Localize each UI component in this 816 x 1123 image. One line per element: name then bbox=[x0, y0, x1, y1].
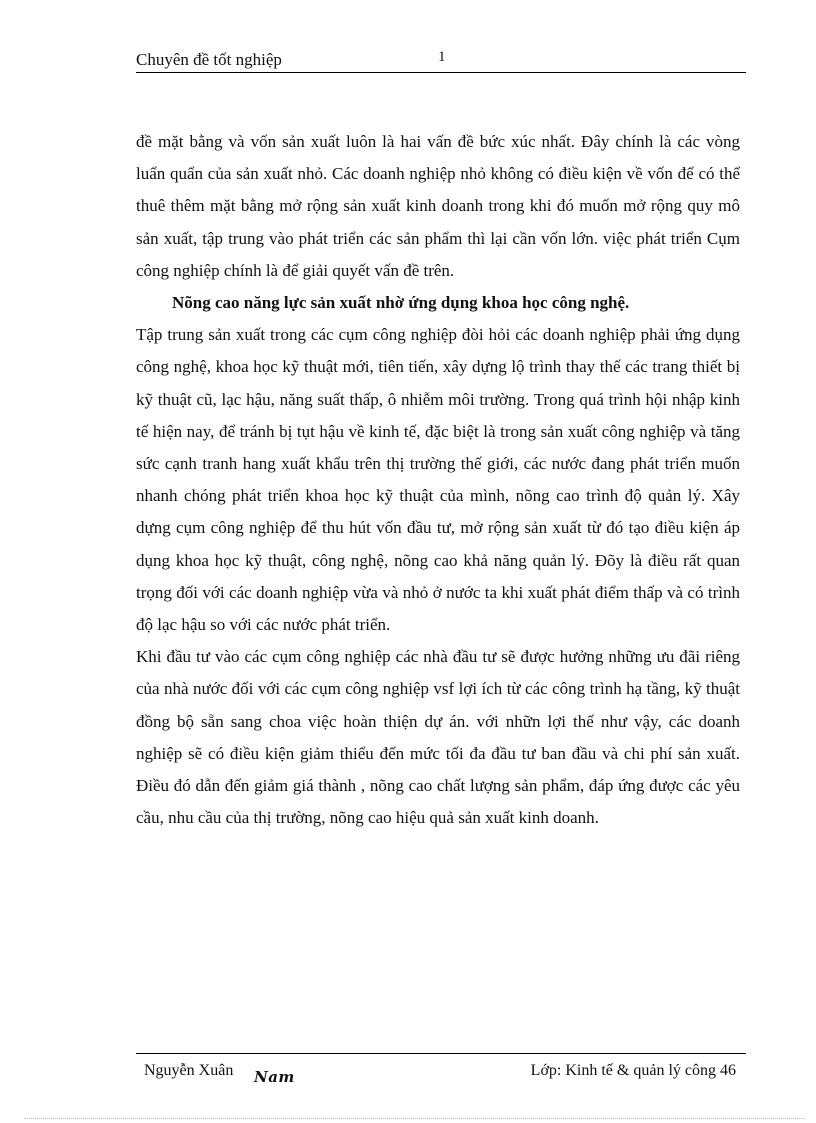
paragraph: Tập trung sản xuất trong các cụm công nghiệp đòi hỏi các doanh nghiệp phải ứng dụng công nghệ, khoa học kỹ thuật mới, tiên tiến, xây dựng lộ trình thay thế các trang thiết bị kỹ thuật cũ, lạc hậu, năng suất thấp, ô nhiễm môi trường. Trong quá trình hội nhập kinh tế hiện nay, để tránh bị tụt hậu về kinh tế, đặc biệt là trong sản xuất công nghiệp và tăng sức cạnh tranh hang xuất khẩu trên thị trường thế giới, các nước đang phát triển muốn nhanh chóng phát triển khoa học kỹ thuật của mình, nõng cao trình độ quản lý. Xây dựng cụm công nghiệp để thu hút vốn đầu tư, mở rộng sản xuất từ đó tạo điều kiện áp dụng khoa học kỹ thuật, công nghệ, nõng cao khả năng quản lý. Đõy là điều rất quan trọng đối với các doanh nghiệp vừa và nhỏ ở nước ta khi xuất phát điểm thấp và có trình độ lạc hậu so với các nước phát triển. bbox=[136, 325, 740, 635]
header-title: Chuyên đề tốt nghiệp bbox=[136, 50, 282, 69]
author-signature: Nam bbox=[254, 1068, 295, 1086]
page-number: 1 bbox=[438, 49, 446, 65]
footer-class: Lớp: Kinh tế & quản lý công 46 bbox=[530, 1062, 736, 1079]
paragraph: Khi đầu tư vào các cụm công nghiệp các nhà đầu tư sẽ được hưởng những ưu đãi riêng của nhà nước đối với các cụm công nghiệp vsf lợi ích từ các công trình hạ tầng, kỹ thuật đồng bộ sẵn sang choa việc hoàn thiện dự án. với nhữn lợi thế như vậy, các doanh nghiệp sẽ có điều kiện giảm thiểu đến mức tối đa đầu tư ban đầu và chi phí sản xuất. Điều đó dẫn đến giảm giá thành , nõng cao chất lượng sản phẩm, đáp ứng được các yêu cầu, nhu cầu của thị trường, nõng cao hiệu quả sản xuất kinh doanh. bbox=[136, 647, 740, 828]
page-footer bbox=[136, 1053, 746, 1084]
document-body bbox=[136, 126, 740, 834]
section-heading: Nõng cao năng lực sản xuất nhờ ứng dụng khoa học công nghệ. bbox=[172, 293, 630, 313]
paragraph: đề mặt bằng và vốn sản xuất luôn là hai vấn đề bức xúc nhất. Đây chính là các vòng luẩn quẩn của sản xuất nhỏ. Các doanh nghiệp nhỏ không có điều kiện về vốn để có thể thuê thêm mặt bằng mở rộng sản xuất kinh doanh trong khi đó muốn mở rộng quy mô sản xuất, tập trung vào phát triển các sản phẩm thì lại cần vốn lớn. việc phát triển Cụm công nghiệp chính là để giải quyết vấn đề trên. bbox=[136, 132, 740, 280]
footer-author: Nguyễn Xuân bbox=[144, 1062, 234, 1079]
page-bottom-divider bbox=[24, 1118, 804, 1119]
page-header bbox=[136, 48, 746, 73]
